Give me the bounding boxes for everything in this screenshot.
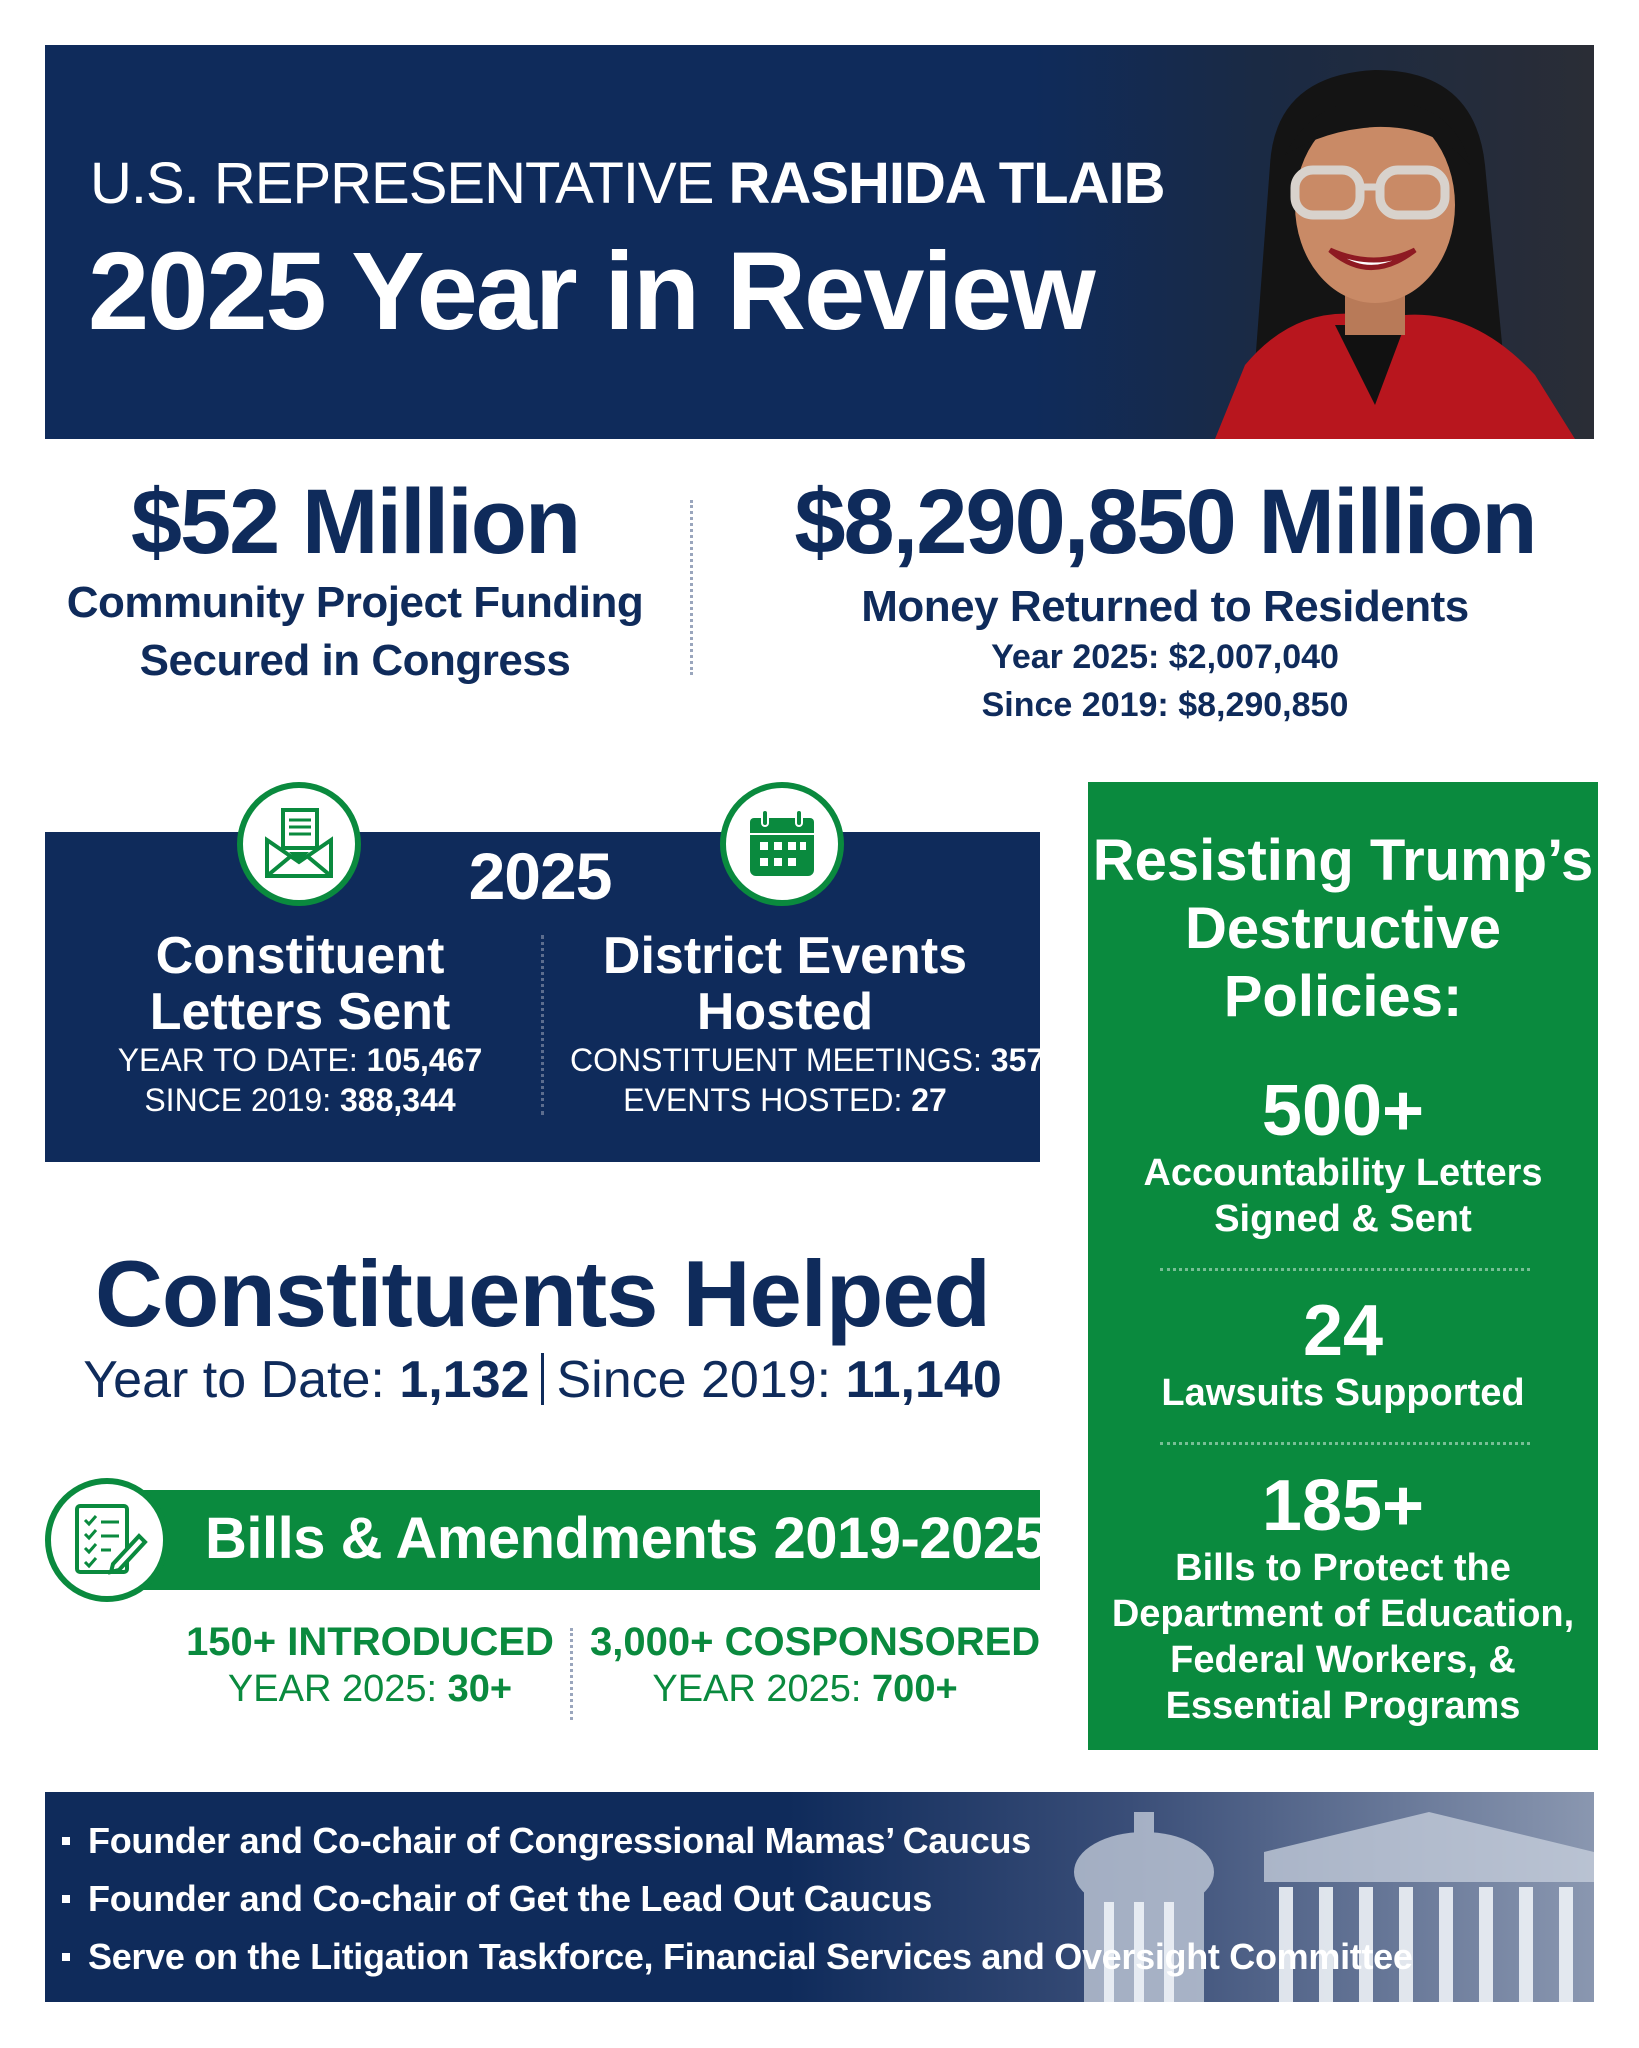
events-meetings-value: 357 [990, 1042, 1045, 1078]
representative-line [90, 150, 1164, 217]
checklist-pen-icon [45, 1478, 169, 1602]
resisting-stat1-line1: Accountability Letters [1143, 1152, 1543, 1194]
helped-ytd-value: 1,132 [399, 1351, 530, 1409]
resisting-stat2-number: 24 [1302, 1291, 1384, 1371]
resisting-stat3-line1: Bills to Protect the [1175, 1547, 1511, 1589]
letters-ytd-label: YEAR TO DATE: [117, 1042, 367, 1078]
portrait-photo [1175, 45, 1594, 439]
resisting-stat3-line3: Federal Workers, & [1170, 1639, 1516, 1681]
resisting-separator-1 [1160, 1268, 1530, 1271]
bills-title: Bills & Amendments 2019-2025 [205, 1506, 1047, 1571]
cosponsored-year-label: YEAR 2025: [652, 1668, 873, 1710]
resisting-head-line1: Resisting Trump’s [1092, 828, 1594, 893]
money-returned-since: Since 2019: $8,290,850 [981, 686, 1349, 724]
footer-item-2-text: Founder and Co-chair of Get the Lead Out Caucus [88, 1878, 932, 1919]
top-divider [690, 500, 693, 675]
footer-item-3-text: Serve on the Litigation Taskforce, Financial Services and Oversight Committee [88, 1936, 1413, 1977]
calendar-icon [720, 782, 844, 906]
letters-since-value: 388,344 [339, 1082, 456, 1118]
bills-divider [570, 1628, 573, 1720]
constituents-helped-line [45, 1350, 1040, 1410]
letters-title-line1: Constituent [155, 927, 445, 985]
funding-amount: $52 Million [130, 471, 580, 573]
resisting-stat3-number: 185+ [1261, 1466, 1425, 1546]
money-returned-year: Year 2025: $2,007,040 [991, 638, 1339, 676]
resisting-head-line3: Policies: [1223, 964, 1463, 1029]
resisting-stat3-line2: Department of Education, [1111, 1593, 1575, 1635]
money-returned-label: Money Returned to Residents [861, 582, 1469, 631]
bills-cosponsored-year [590, 1668, 1020, 1711]
events-hosted [570, 1082, 1000, 1119]
resisting-separator-2 [1160, 1442, 1530, 1445]
resisting-stat2-line1: Lawsuits Supported [1161, 1372, 1525, 1414]
cosponsored-year-value: 700+ [872, 1668, 958, 1710]
letters-since [90, 1082, 510, 1119]
events-hosted-value: 27 [911, 1082, 947, 1118]
bills-cosponsored: 3,000+ COSPONSORED [590, 1620, 1041, 1664]
events-hosted-label: EVENTS HOSTED: [623, 1082, 912, 1118]
letters-title-line2: Letters Sent [149, 983, 451, 1041]
helped-since-label: Since 2019: [556, 1351, 846, 1409]
helped-ytd-label: Year to Date: [83, 1351, 400, 1409]
box-year: 2025 [468, 839, 612, 913]
letters-since-label: SINCE 2019: [144, 1082, 340, 1118]
footer-item-3 [62, 1936, 1413, 1978]
resisting-head-line2: Destructive [1185, 896, 1501, 961]
money-returned-amount: $8,290,850 Million [794, 471, 1536, 573]
resisting-stat1-number: 500+ [1261, 1071, 1425, 1151]
rep-prefix: U.S. REPRESENTATIVE [90, 151, 729, 216]
bullet-icon [62, 1837, 70, 1845]
rep-name: RASHIDA TLAIB [728, 151, 1165, 216]
bills-introduced-year [180, 1668, 560, 1711]
events-title-line1: District Events [602, 927, 968, 985]
constituents-helped-title: Constituents Helped [95, 1241, 990, 1346]
bullet-icon [62, 1953, 70, 1961]
bullet-icon [62, 1895, 70, 1903]
box-divider [541, 935, 544, 1115]
funding-label-line2: Secured in Congress [139, 636, 571, 685]
footer-item-1 [62, 1820, 1031, 1862]
footer-item-1-text: Founder and Co-chair of Congressional Mamas’ Caucus [88, 1820, 1031, 1861]
bills-introduced: 150+ INTRODUCED [186, 1620, 554, 1664]
page-title: 2025 Year in Review [88, 230, 1094, 353]
resisting-stat1-line2: Signed & Sent [1214, 1198, 1472, 1240]
envelope-letter-icon [237, 782, 361, 906]
introduced-year-value: 30+ [447, 1668, 513, 1710]
events-title-line2: Hosted [696, 983, 874, 1041]
events-meetings [570, 1042, 1045, 1079]
letters-ytd-value: 105,467 [366, 1042, 483, 1078]
letters-ytd [90, 1042, 510, 1079]
events-meetings-label: CONSTITUENT MEETINGS: [570, 1042, 991, 1078]
introduced-year-label: YEAR 2025: [227, 1668, 448, 1710]
footer-item-2 [62, 1878, 932, 1920]
helped-separator [541, 1353, 544, 1405]
funding-label-line1: Community Project Funding [66, 578, 644, 627]
helped-since-value: 11,140 [845, 1351, 1002, 1409]
resisting-stat3-line4: Essential Programs [1165, 1685, 1521, 1727]
